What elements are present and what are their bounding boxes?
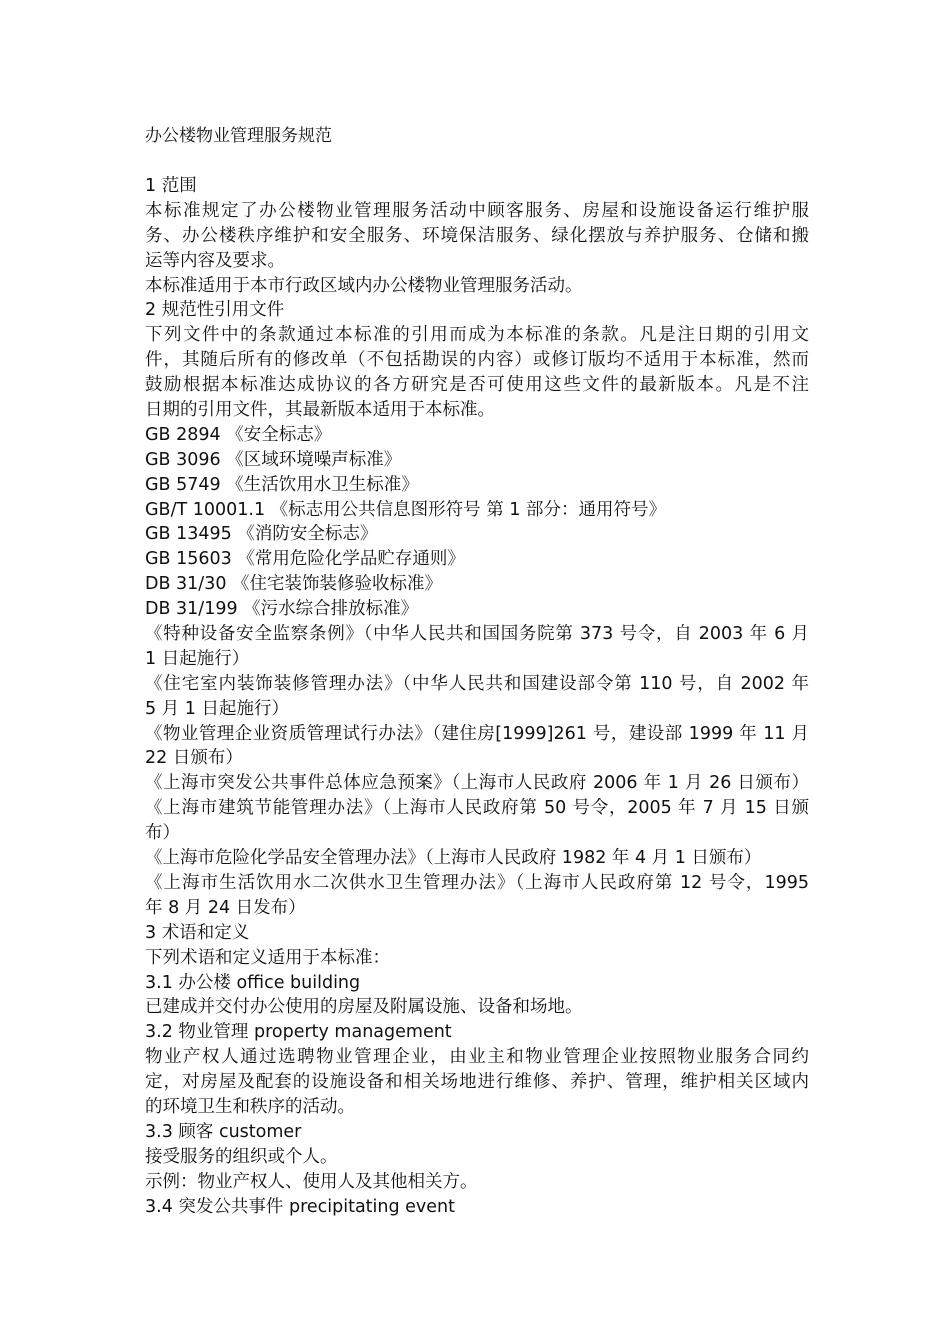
- body-line: 示例：物业产权人、使用人及其他相关方。: [145, 1171, 478, 1192]
- body-line: 运等内容及要求。: [145, 250, 285, 271]
- body-line: GB 3096 《区域环境噪声标准》: [145, 449, 402, 470]
- body-line: 3 术语和定义: [145, 922, 250, 943]
- body-line: 3.2 物业管理 property management: [145, 1022, 452, 1043]
- body-line: DB 31/199 《污水综合排放标准》: [145, 599, 419, 620]
- body-line: 《上海市危险化学品安全管理办法》（上海市人民政府 1982 年 4 月 1 日颁布）: [145, 848, 762, 869]
- body-line: 本标准适用于本市行政区域内办公楼物业管理服务活动。: [145, 275, 583, 296]
- body-line: 1 范围: [145, 176, 197, 196]
- body-line: 本标准规定了办公楼物业管理服务活动中顾客服务、房屋和设施设备运行维护服: [145, 200, 809, 221]
- body-line: 布）: [145, 823, 180, 844]
- body-line: 务、办公楼秩序维护和安全服务、环境保洁服务、绿化摆放与养护服务、仓储和搬: [145, 225, 809, 246]
- body-line: 鼓励根据本标准达成协议的各方研究是否可使用这些文件的最新版本。凡是不注: [145, 375, 809, 396]
- body-line: 件，其随后所有的修改单（不包括勘误的内容）或修订版均不适用于本标准，然而: [145, 350, 809, 371]
- body-line: 下列术语和定义适用于本标准：: [145, 947, 390, 968]
- body-line: 已建成并交付办公使用的房屋及附属设施、设备和场地。: [145, 997, 583, 1018]
- body-line: 5 月 1 日起施行）: [145, 698, 289, 719]
- body-line: 下列文件中的条款通过本标准的引用而成为本标准的条款。凡是注日期的引用文: [145, 325, 809, 346]
- body-line: 定，对房屋及配套的设施设备和相关场地进行维修、养护、管理，维护相关区域内: [145, 1072, 809, 1093]
- document-body: [145, 174, 809, 1219]
- body-line: GB 13495 《消防安全标志》: [145, 524, 378, 545]
- body-line: 《物业管理企业资质管理试行办法》（建住房[1999]261 号，建设部 1999 年 11 月: [145, 723, 809, 744]
- body-line: GB 5749 《生活饮用水卫生标准》: [145, 474, 419, 495]
- body-line: 年 8 月 24 日发布）: [145, 897, 306, 918]
- body-line: 《上海市建筑节能管理办法》（上海市人民政府第 50 号令，2005 年 7 月 15 日颁: [145, 798, 809, 819]
- body-line: GB 2894 《安全标志》: [145, 424, 332, 445]
- body-line: 3.3 顾客 customer: [145, 1121, 302, 1142]
- body-line: 《住宅室内装饰装修管理办法》（中华人民共和国建设部令第 110 号，自 2002 年: [145, 673, 809, 694]
- body-line: GB/T 10001.1 《标志用公共信息图形符号 第 1 部分：通用符号》: [145, 499, 666, 520]
- body-line: 物业产权人通过选聘物业管理企业，由业主和物业管理企业按照物业服务合同约: [145, 1047, 809, 1068]
- body-line: 3.1 办公楼 office building: [145, 972, 361, 993]
- document-title: 办公楼物业管理服务规范: [145, 126, 332, 146]
- body-line: 1 日起施行）: [145, 648, 250, 669]
- body-line: 《上海市突发公共事件总体应急预案》（上海市人民政府 2006 年 1 月 26 日颁布）: [145, 773, 809, 794]
- body-line: 日期的引用文件，其最新版本适用于本标准。: [145, 400, 495, 421]
- body-line: 22 日颁布）: [145, 748, 243, 769]
- body-line: 3.4 突发公共事件 precipitating event: [145, 1196, 456, 1217]
- body-line: 2 规范性引用文件: [145, 300, 285, 321]
- body-line: DB 31/30 《住宅装饰装修验收标准》: [145, 574, 443, 595]
- body-line: 接受服务的组织或个人。: [145, 1146, 338, 1167]
- body-line: 《特种设备安全监察条例》（中华人民共和国国务院第 373 号令，自 2003 年 6 月: [145, 624, 809, 645]
- body-line: 的环境卫生和秩序的活动。: [145, 1096, 355, 1117]
- body-line: GB 15603 《常用危险化学品贮存通则》: [145, 549, 465, 570]
- body-line: 《上海市生活饮用水二次供水卫生管理办法》（上海市人民政府第 12 号令，1995: [145, 872, 809, 893]
